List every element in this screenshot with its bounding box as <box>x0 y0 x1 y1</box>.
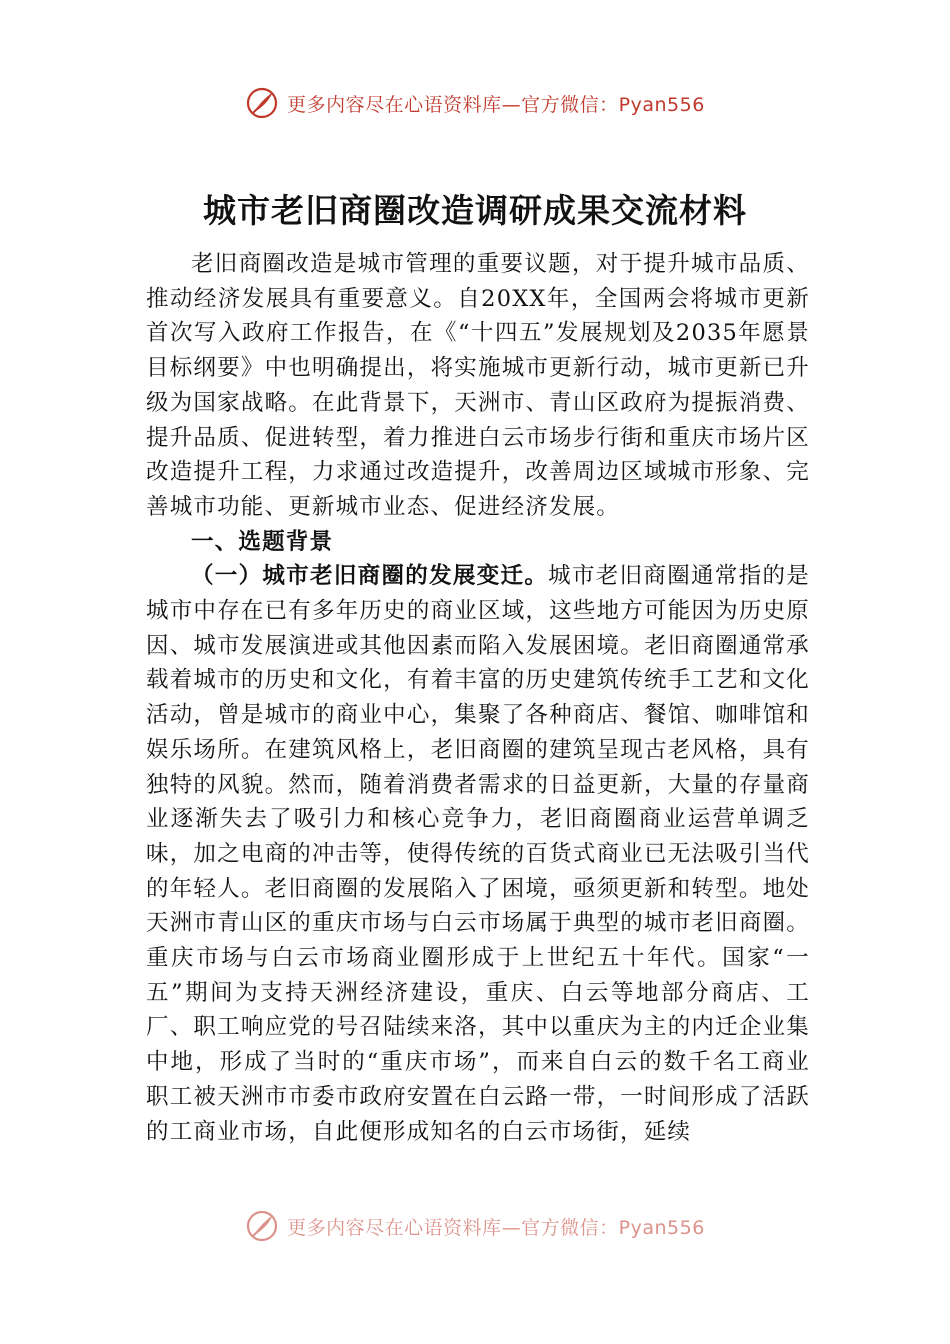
watermark-text: 更多内容尽在心语资料库—官方微信：Pyan556 <box>287 93 705 116</box>
watermark-top <box>0 86 950 120</box>
feather-pen-logo <box>245 1209 279 1243</box>
feather-pen-logo <box>245 86 279 120</box>
section-heading: 一、选题背景 <box>191 528 334 555</box>
subsection-body: 城市老旧商圈通常指的是城市中存在已有多年历史的商业区域，这些地方可能因为历史原因、城市发展演进或其他因素而陷入发展困境。老旧商圈通常承载着城市的历史和文化，有着丰富的历史建筑传统手工艺和文化活动，曾是城市的商业中心，集聚了各种商店、餐馆、咖啡馆和娱乐场所。在建筑风格上，老旧商圈的建筑呈现古老风格，具有独特的风貌。然而，随着消费者需求的日益更新，大量的存量商业逐渐失去了吸引力和核心竞争力，老旧商圈商业运营单调乏味，加之电商的冲击等，使得传统的百货式商业已无法吸引当代的年轻人。老旧商圈的发展陷入了困境，亟须更新和转型。地处天洲市青山区的重庆市场与白云市场属于典型的城市老旧商圈。重庆市场与白云市场商业圈形成于上世纪五十年代。国家“一五”期间为支持天洲经济建设，重庆、白云等地部分商店、工厂、职工响应党的号召陆续来洛，其中以重庆为主的内迁企业集中地，形成了当时的“重庆市场”，而来自白云的数千名工商业职工被天洲市市委市政府安置在白云路一带，一时间形成了活跃的工商业市场，自此便形成知名的白云市场街，延续 <box>146 563 810 1145</box>
subsection-heading: （一）城市老旧商圈的发展变迁。 <box>191 563 549 590</box>
document-body <box>146 247 810 1149</box>
watermark-text: 更多内容尽在心语资料库—官方微信：Pyan556 <box>287 1216 705 1239</box>
document-title: 城市老旧商圈改造调研成果交流材料 <box>203 191 747 230</box>
watermark-bottom <box>0 1209 950 1243</box>
subsection-paragraph <box>146 559 810 1149</box>
intro-paragraph: 老旧商圈改造是城市管理的重要议题，对于提升城市品质、推动经济发展具有重要意义。自20XX年，全国两会将城市更新首次写入政府工作报告，在《“十四五”发展规划及2035年愿景目标纲要》中也明确提出，将实施城市更新行动，城市更新已升级为国家战略。在此背景下，天洲市、青山区政府为提振消费、提升品质、促进转型，着力推进白云市场步行街和重庆市场片区改造提升工程，力求通过改造提升，改善周边区域城市形象、完善城市功能、更新城市业态、促进经济发展。 <box>146 251 810 520</box>
